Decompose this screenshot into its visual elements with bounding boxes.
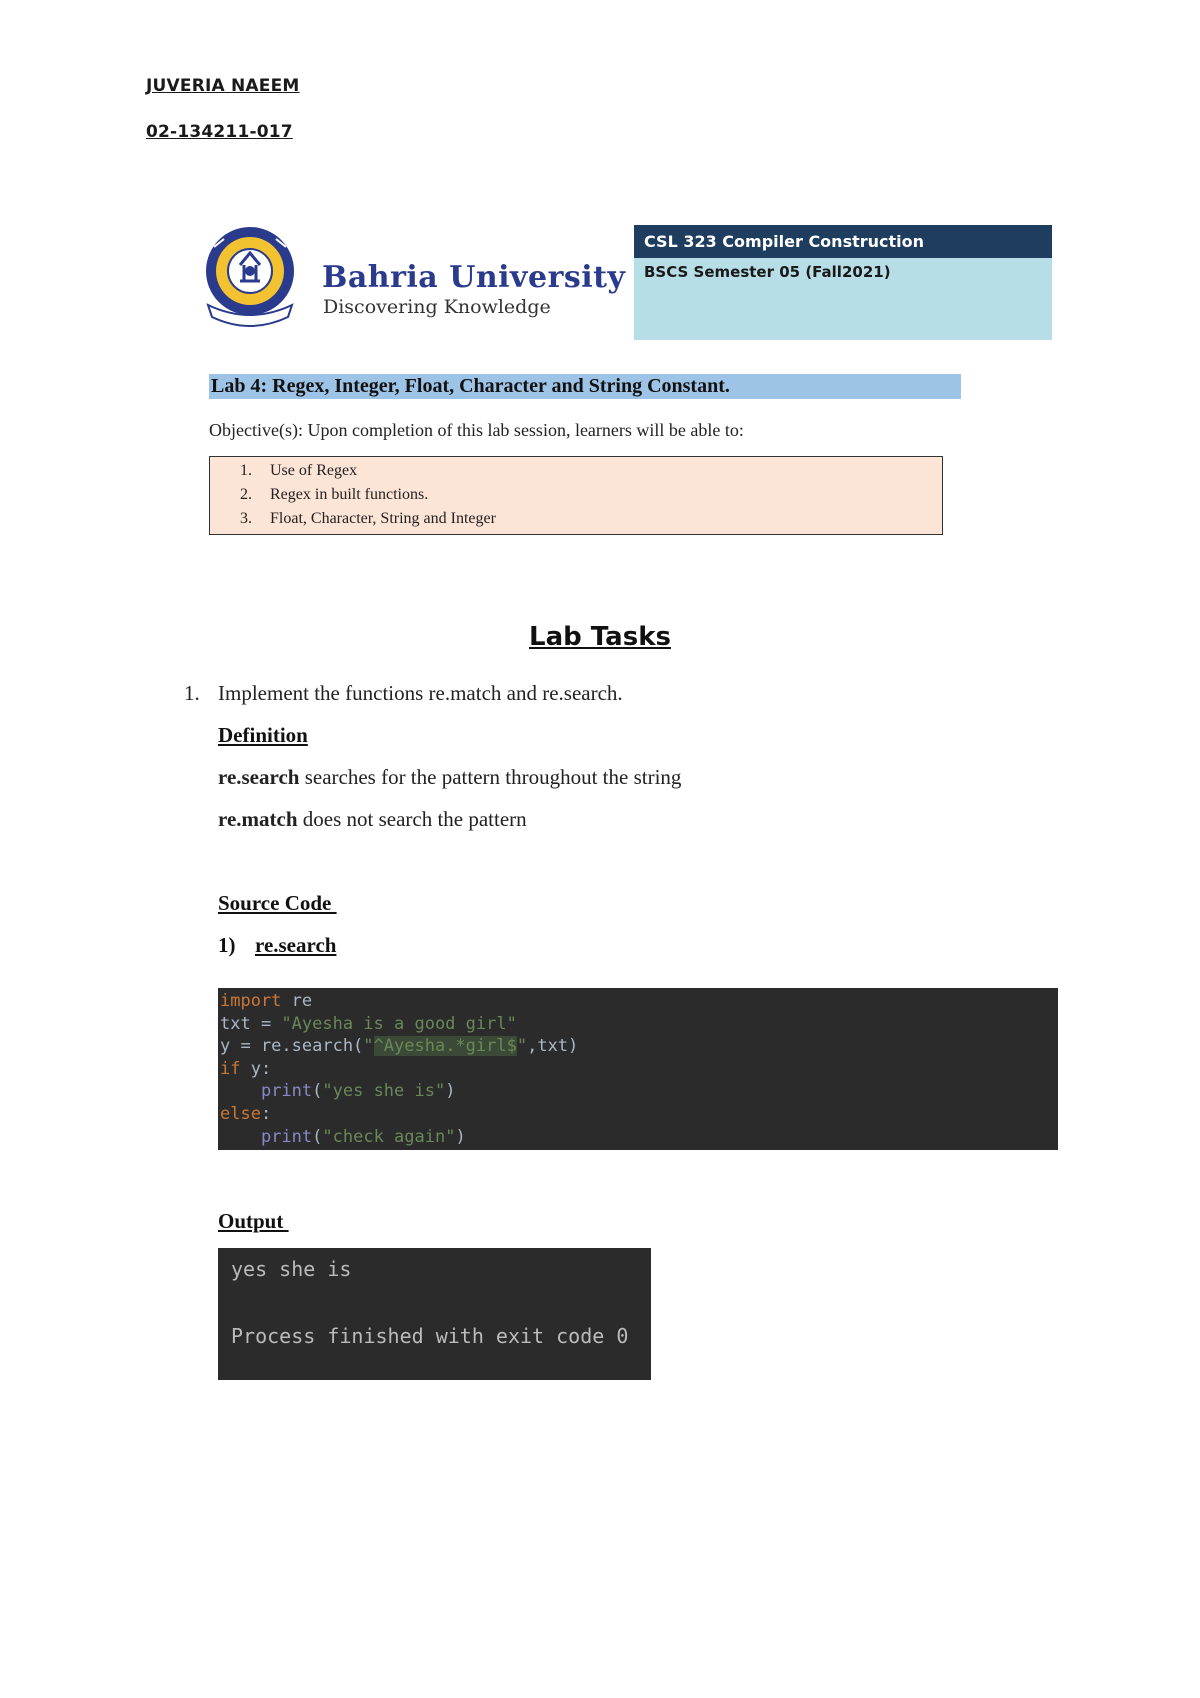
code-block	[218, 988, 1058, 1150]
objective-number: 3.	[240, 510, 252, 527]
objective-number: 2.	[240, 486, 252, 503]
objective-text: Regex in built functions.	[270, 486, 429, 503]
objective-text: Float, Character, String and Integer	[270, 510, 496, 527]
task-number: 1.	[184, 681, 200, 705]
output-heading: Output	[218, 1209, 289, 1233]
code-line: print("yes she is")	[260, 1081, 456, 1102]
objectives-box	[209, 456, 943, 535]
lab-tasks-heading: Lab Tasks	[529, 622, 671, 652]
lab-objective: Objective(s): Upon completion of this lab session, learners will be able to:	[209, 420, 744, 440]
definition-text: searches for the pattern throughout the string	[299, 765, 682, 789]
definition-re-search	[218, 765, 681, 790]
definition-re-match	[218, 807, 527, 832]
lab-title: Lab 4: Regex, Integer, Float, Character and String Constant.	[209, 374, 961, 399]
university-name: Bahria University	[322, 260, 626, 295]
course-semester: BSCS Semester 05 (Fall2021)	[644, 263, 891, 281]
bahria-university-crest-icon	[200, 225, 300, 327]
university-logo-area	[200, 225, 630, 325]
code-line: txt = "Ayesha is a good girl"	[220, 1013, 517, 1034]
output-line: yes she is	[231, 1257, 352, 1281]
definition-term: re.search	[218, 765, 300, 789]
source-code-heading: Source Code	[218, 891, 337, 915]
code-line: print("check again")	[260, 1126, 466, 1147]
code-line: if y:	[220, 1058, 272, 1079]
objective-text: Use of Regex	[270, 462, 358, 479]
sub-number: 1)	[218, 933, 236, 957]
output-console	[218, 1248, 651, 1380]
code-line: else:	[220, 1103, 272, 1124]
author-id: 02-134211-017	[146, 122, 293, 142]
course-info-box	[634, 225, 1052, 340]
definition-text: does not search the pattern	[297, 807, 527, 831]
output-line: Process finished with exit code 0	[231, 1324, 629, 1348]
task-text: Implement the functions re.match and re.search.	[218, 681, 623, 705]
sub-title: re.search	[255, 933, 337, 957]
course-title: CSL 323 Compiler Construction	[634, 225, 1052, 258]
definition-heading: Definition	[218, 723, 308, 747]
code-line: import re	[220, 991, 313, 1011]
definition-term: re.match	[218, 807, 298, 831]
author-name: JUVERIA NAEEM	[146, 76, 300, 96]
code-line: y = re.search("^Ayesha.*girl$",txt)	[220, 1036, 579, 1057]
university-tagline: Discovering Knowledge	[323, 296, 551, 318]
objective-number: 1.	[240, 462, 252, 479]
